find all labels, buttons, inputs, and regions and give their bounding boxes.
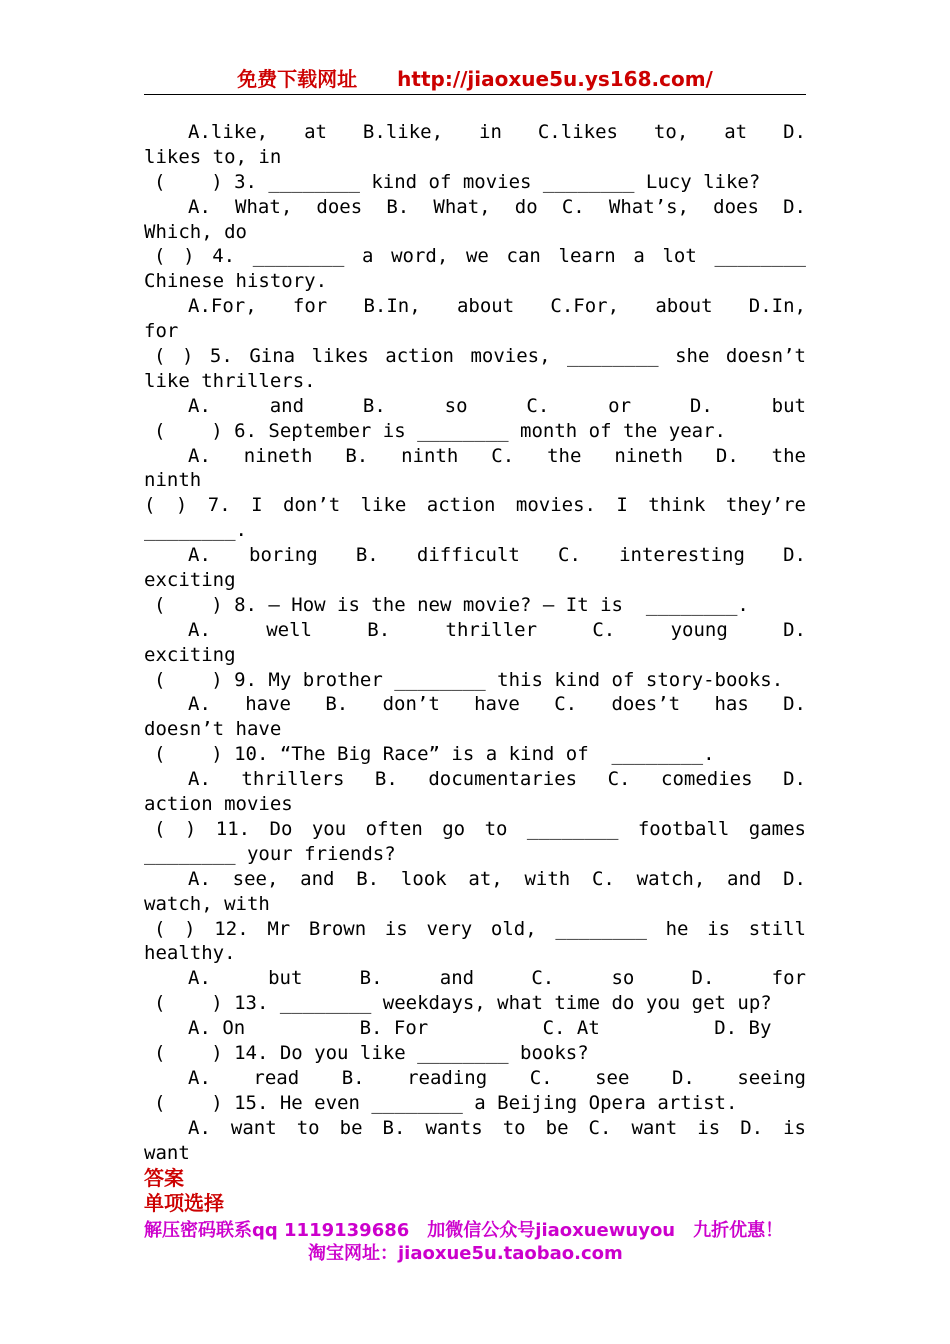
header-download-url: 免费下载网址 http://jiaoxue5u.ys168.com/ (237, 67, 713, 91)
exercise-line: Which, do (144, 220, 247, 243)
answer-heading: 答案 (144, 1166, 184, 1190)
exercise-line: A.For, for B.In, about C.For, about D.In, (188, 295, 806, 318)
exercise-line: likes to, in (144, 145, 282, 168)
exercise-line: ________ your friends? (144, 842, 396, 865)
exercise-line: ( ) 15. He even ________ a Beijing Opera artist. (154, 1091, 738, 1114)
exercise-line: like thrillers. (144, 369, 316, 392)
exercise-line: doesn’t have (144, 718, 282, 741)
exercise-line: A. thrillers B. documentaries C. comedies D. (188, 768, 806, 791)
exercise-line: A. want to be B. wants to be C. want is D. is (188, 1116, 806, 1139)
exercise-line: ( ) 4. ________ a word, we can learn a lot ________ (154, 245, 806, 268)
exercise-line: ( ) 10. “The Big Race” is a kind of ________. (154, 743, 715, 766)
exercise-line: want (144, 1141, 190, 1164)
exercise-line: A.like, at B.like, in C.likes to, at D. (188, 121, 806, 143)
exercise-line: A. well B. thriller C. young D. (188, 618, 806, 641)
footer-taobao-line: 淘宝网址：jiaoxue5u.taobao.com (308, 1243, 623, 1264)
exercise-line: ( ) 12. Mr Brown is very old, ________ he is still (154, 917, 806, 940)
header-rule (144, 94, 806, 95)
exercise-line: ( ) 5. Gina likes action movies, ________ she doesn’t (154, 345, 806, 368)
exercise-line: A. and B. so C. or D. but (188, 394, 806, 417)
exercise-body (144, 120, 806, 1165)
exercise-line: ( ) 3. ________ kind of movies ________ Lucy like? (154, 170, 761, 193)
exercise-line: A. have B. don’t have C. does’t has D. (188, 693, 806, 716)
exercise-line: exciting (144, 569, 236, 592)
exercise-line: ( ) 6. September is ________ month of the year. (154, 419, 726, 442)
exercise-line: exciting (144, 643, 236, 666)
exercise-line: ( ) 9. My brother ________ this kind of story-books. (154, 668, 784, 691)
exercise-line: A. but B. and C. so D. for (188, 967, 806, 990)
answer-subheading: 单项选择 (144, 1191, 224, 1215)
exercise-line: ( ) 11. Do you often go to ________ football games (154, 817, 806, 840)
exercise-line: A. nineth B. ninth C. the nineth D. the (188, 444, 806, 467)
exercise-line: watch, with (144, 892, 270, 915)
exercise-line: ( ) 8. — How is the new movie? — It is ________. (154, 593, 749, 616)
exercise-line: healthy. (144, 942, 236, 965)
exercise-line: for (144, 320, 179, 343)
exercise-line: A. read B. reading C. see D. seeing (188, 1066, 806, 1089)
exercise-line: A. see, and B. look at, with C. watch, and D. (188, 867, 806, 890)
exercise-line: ________. (144, 519, 247, 542)
exercise-line: A. On B. For C. At D. By (188, 1017, 772, 1040)
exercise-line: A. boring B. difficult C. interesting D. (188, 544, 806, 567)
exercise-line: Chinese history. (144, 270, 328, 293)
exercise-line: ( ) 13. ________ weekdays, what time do you get up? (154, 992, 772, 1015)
exercise-line: ninth (144, 469, 202, 492)
exercise-line: action movies (144, 793, 293, 816)
footer-contact-line: 解压密码联系qq 1119139686 加微信公众号jiaoxuewuyou 九折优惠！ (144, 1220, 784, 1241)
exercise-line: A. What, does B. What, do C. What’s, does D. (188, 195, 806, 218)
exercise-line: ( ) 7. I don’t like action movies. I think they’re (144, 494, 806, 517)
exercise-line: ( ) 14. Do you like ________ books? (154, 1041, 589, 1064)
